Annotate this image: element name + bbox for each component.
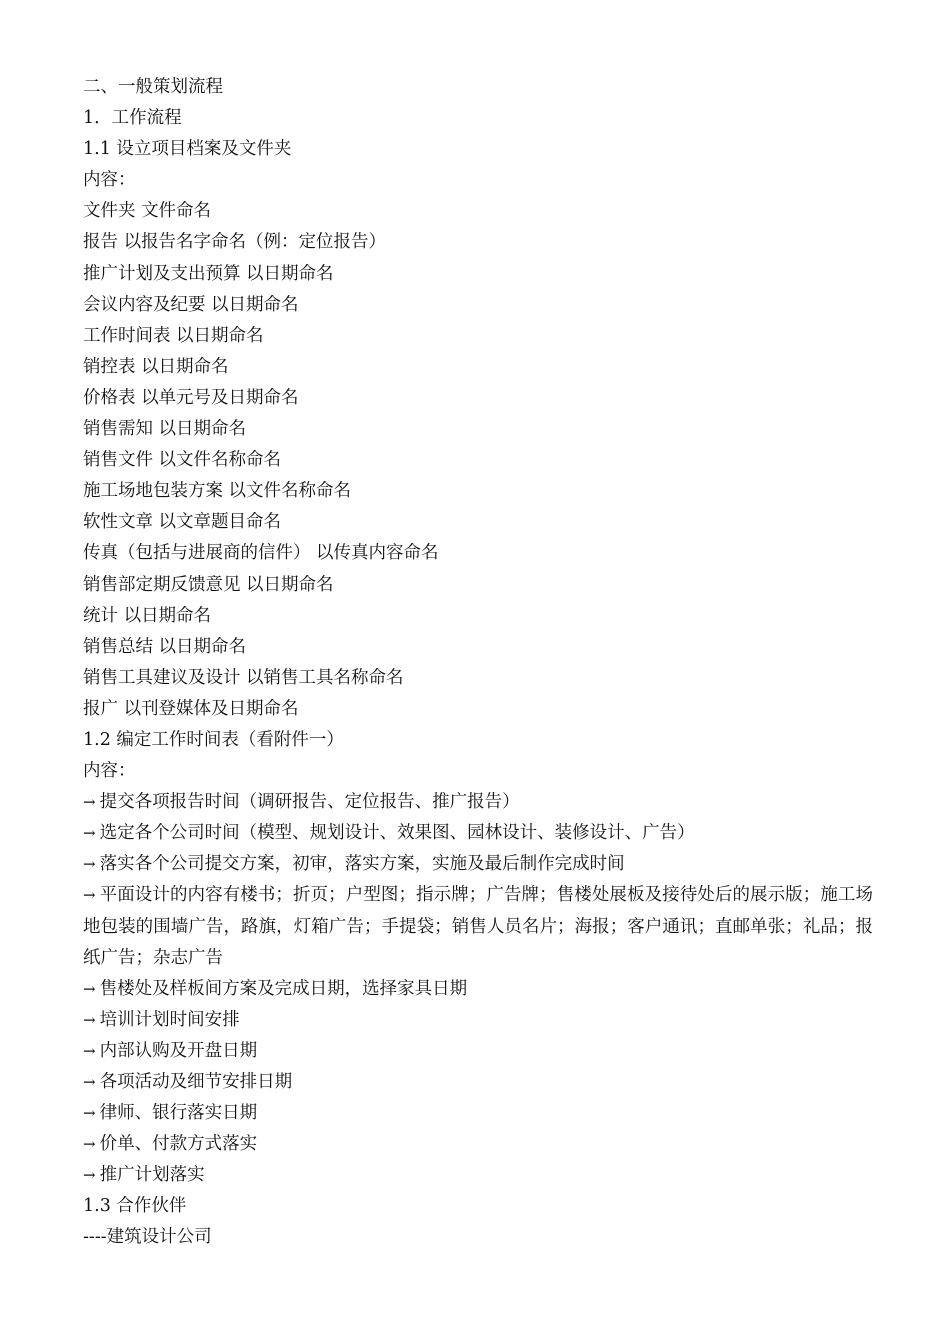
arrow-item-text: 内部认购及开盘日期 [99,1040,258,1061]
text-line: 推广计划及支出预算 以日期命名 [83,263,334,284]
text-line: 报告 以报告名字命名（例：定位报告） [83,232,387,253]
text-line: 销售需知 以日期命名 [83,419,247,440]
text-line: 销售文件 以文件名称命名 [83,450,282,471]
text-line: 销控表 以日期命名 [83,356,229,377]
subsection-heading: 1.3 合作伙伴 [83,1196,187,1217]
text-line: 会议内容及纪要 以日期命名 [83,294,299,315]
arrow-icon: → [83,855,96,874]
subsection-heading: 1．工作流程 [83,108,182,129]
arrow-item-text: 落实各个公司提交方案，初审，落实方案，实施及最后制作完成时间 [99,854,625,875]
arrow-item-text: 推广计划落实 [99,1165,205,1186]
arrow-list-item [83,1129,873,1160]
text-line: 统计 以日期命名 [83,605,212,626]
text-line: 施工场地包装方案 以文件名称命名 [83,481,352,502]
text-line: 文件夹 文件命名 [83,201,212,222]
text-line: 销售部定期反馈意见 以日期命名 [83,574,334,595]
text-line: 传真（包括与进展商的信件） 以传真内容命名 [83,543,439,564]
arrow-icon: → [83,1104,96,1123]
arrow-list-item [83,849,873,880]
text-line: 价格表 以单元号及日期命名 [83,387,299,408]
content-label: 内容： [83,170,136,191]
arrow-icon: → [83,824,96,843]
arrow-item-text: 培训计划时间安排 [99,1009,240,1030]
document-body [83,72,873,1254]
arrow-item-text: 提交各项报告时间（调研报告、定位报告、推广报告） [99,792,520,813]
arrow-list-item [83,787,873,818]
arrow-list-item [83,1098,873,1129]
content-label: 内容： [83,761,136,782]
arrow-item-text: 各项活动及细节安排日期 [99,1072,293,1092]
arrow-item-text: 售楼处及样板间方案及完成日期，选择家具日期 [99,978,468,999]
subsection-heading: 1.2 编定工作时间表（看附件一） [83,729,344,750]
arrow-icon: → [83,1166,96,1185]
text-line: 报广 以刊登媒体及日期命名 [83,698,299,719]
subsection-heading: 1.1 设立项目档案及文件夹 [83,139,292,160]
arrow-list-item [83,1067,873,1098]
arrow-icon: → [83,1010,96,1029]
arrow-list-item [83,1036,873,1067]
text-line: 软性文章 以文章题目命名 [83,512,282,533]
arrow-item-text: 价单、付款方式落实 [99,1134,258,1155]
arrow-list-item [83,1005,873,1036]
section-heading: 二、一般策划流程 [83,77,223,97]
arrow-list-item [83,880,873,973]
arrow-icon: → [83,793,96,812]
arrow-icon: → [83,979,96,998]
text-line: 工作时间表 以日期命名 [83,325,264,346]
arrow-item-text: 律师、银行落实日期 [99,1103,258,1124]
arrow-list-item [83,1160,873,1191]
arrow-icon: → [83,1073,96,1091]
arrow-list-item [83,974,873,1005]
arrow-icon: → [83,886,96,905]
arrow-icon: → [83,1041,96,1060]
arrow-list-item [83,818,873,849]
text-line: 销售工具建议及设计 以销售工具名称命名 [83,667,404,688]
arrow-item-text: 平面设计的内容有楼书；折页；户型图；指示牌；广告牌；售楼处展板及接待处后的展示版；施工场地包装的围墙广告，路旗，灯箱广告；手提袋；销售人员名片；海报；客户通讯；直邮单张；礼品；报纸广告；杂志广告 [83,885,873,968]
arrow-icon: → [83,1135,96,1154]
text-line: 销售总结 以日期命名 [83,636,247,657]
arrow-item-text: 选定各个公司时间（模型、规划设计、效果图、园林设计、装修设计、广告） [99,823,695,844]
text-line: ----建筑设计公司 [83,1227,212,1248]
